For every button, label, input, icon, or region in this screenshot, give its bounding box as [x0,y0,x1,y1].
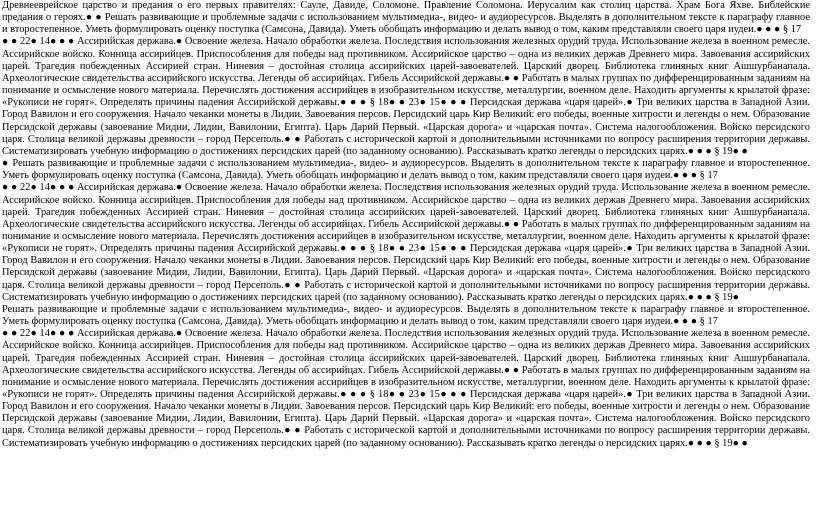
text-block-1: Древнееврейское царство и предания о его первых правителях: Сауле, Давиде, Соломоне. Правление Соломона. Иерусалим как столиц царства. Храм Бога Яхве. Библейские предания о героях.● ● Решать развивающие и проблемные задачи с использованием мультимедиа-, видео- и аудиоресурсов. Выделять в дополнительном тексте к параграфу главное и второстепенное. Уметь формулировать оценку поступка (Самсона, Давида). Уметь обобщать информацию и делать вывод о том, каким представляли своего царя иудеи.● ● ● § 17 [2,0,810,36]
text-block-6: ● ● 22● 14● ● ● Ассирийская держава.● Освоение железа. Начало обработки железа. Последствия использования железных орудий труда. Использование железа в военном ремесле. Ассирийское войско. Конница ассирийцев. Приспособления для победы над противником. Ассирийское царство – одна из великих держав Древнего мира. Завоевания ассирийских царей. Трагедия побежденных Ассирией стран. Ниневия – достойная столица ассирийских царей-завоевателей. Царский дворец. Библиотека глиняных книг Ашшурбанапала. Археологические свидетельства ассирийского искусства. Легенды об ассирийцах. Гибель Ассирийской державы.● ● Работать в малых группах по дифференцированным заданиям на понимание и осмысление нового материала. Перечислять достижения ассирийцев в изобразительном искусстве, металлургии, военном деле. Находить аргументы к крылатой фразе: «Рукописи не горят». Определять причины падения Ассирийской державы.● ● ● § 18● ● 23● 15● ● ● Персидская держава «царя царей».● Три великих царства в Западной Азии. Город Вавилон и его сооружения. Начало чеканки монеты в Лидии. Завоевания персов. Персидский царь Кир Великий: его победы, военные хитрости и легенды о нем. Образование Персидской державы (завоевание Мидии, Лидии, Вавилонии, Египта). Царь Дарий Первый. «Царская дорога» и «царская почта». Система налогообложения. Войско персидского царя. Столица великой державы древности – город Персеполь.● ● Работать с исторической картой и дополнительными источниками по вопросу расширения территории державы. Систематизировать учебную информацию о достижениях персидских царей (по заданному основанию). Рассказывать кратко легенды о персидских царях.● ● ● § 19● ● [2,328,810,449]
text-block-3: ● Решать развивающие и проблемные задачи с использованием мультимедиа-, видео- и аудиоресурсов. Выделять в дополнительном тексте к параграфу главное и второстепенное. Уметь формулировать оценку поступка (Самсона, Давида). Уметь обобщать информацию и делать вывод о том, каким представляли своего царя иудеи.● ● ● § 17 [2,158,810,182]
text-block-4: ● ● 22● 14● ● ● Ассирийская держава.● Освоение железа. Начало обработки железа. Последствия использования железных орудий труда. Использование железа в военном ремесле. Ассирийское войско. Конница ассирийцев. Приспособления для победы над противником. Ассирийское царство – одна из великих держав Древнего мира. Завоевания ассирийских царей. Трагедия побежденных Ассирией стран. Ниневия – достойная столица ассирийских царей-завоевателей. Царский дворец. Библиотека глиняных книг Ашшурбанапала. Археологические свидетельства ассирийского искусства. Легенды об ассирийцах. Гибель Ассирийской державы.● ● Работать в малых группах по дифференцированным заданиям на понимание и осмысление нового материала. Перечислять достижения ассирийцев в изобразительном искусстве, металлургии, военном деле. Находить аргументы к крылатой фразе: «Рукописи не горят». Определять причины падения Ассирийской державы.● ● ● § 18● ● 23● 15● ● ● Персидская держава «царя царей».● Три великих царства в Западной Азии. Город Вавилон и его сооружения. Начало чеканки монеты в Лидии. Завоевания персов. Персидский царь Кир Великий: его победы, военные хитрости и легенды о нем. Образование Персидской державы (завоевание Мидии, Лидии, Вавилонии, Египта). Царь Дарий Первый. «Царская дорога» и «царская почта». Система налогообложения. Войско персидского царя. Столица великой державы древности – город Персеполь.● ● Работать с исторической картой и дополнительными источниками по вопросу расширения территории державы. Систематизировать учебную информацию о достижениях персидских царей (по заданному основанию). Рассказывать кратко легенды о персидских царях.● ● ● § 19● [2,182,810,303]
text-block-5: Решать развивающие и проблемные задачи с использованием мультимедиа-, видео- и аудиоресурсов. Выделять в дополнительном тексте к параграфу главное и второстепенное. Уметь формулировать оценку поступка (Самсона, Давида). Уметь обобщать информацию и делать вывод о том, каким представляли своего царя иудеи.● ● ● § 17 [2,303,810,328]
text-block-2: ● ● 22● 14● ● ● Ассирийская держава.● Освоение железа. Начало обработки железа. Последствия использования железных орудий труда. Использование железа в военном ремесле. Ассирийское войско. Конница ассирийцев. Приспособления для победы над противником. Ассирийское царство – одна из великих держав Древнего мира. Завоевания ассирийских царей. Трагедия побежденных Ассирией стран. Ниневия – достойная столица ассирийских царей-завоевателей. Царский дворец. Библиотека глиняных книг Ашшурбанапала. Археологические свидетельства ассирийского искусства. Легенды об ассирийцах. Гибель Ассирийской державы.● ● Работать в малых группах по дифференцированным заданиям на понимание и осмысление нового материала. Перечислять достижения ассирийцев в изобразительном искусстве, металлургии, военном деле. Находить аргументы к крылатой фразе: «Рукописи не горят». Определять причины падения Ассирийской державы.● ● ● § 18● ● 23● 15● ● ● Персидская держава «царя царей».● Три великих царства в Западной Азии. Город Вавилон и его сооружения. Начало чеканки монеты в Лидии. Завоевания персов. Персидский царь Кир Великий: его победы, военные хитрости и легенды о нем. Образование Персидской державы (завоевание Мидии, Лидии, Вавилонии, Египта). Царь Дарий Первый. «Царская дорога» и «царская почта». Система налогообложения. Войско персидского царя. Столица великой державы древности – город Персеполь.● ● Работать с исторической картой и дополнительными источниками по вопросу расширения территории державы. Систематизировать учебную информацию о достижениях персидских царей (по заданному основанию). Рассказывать кратко легенды о персидских царях.● ● ● § 19● ● [2,36,810,157]
